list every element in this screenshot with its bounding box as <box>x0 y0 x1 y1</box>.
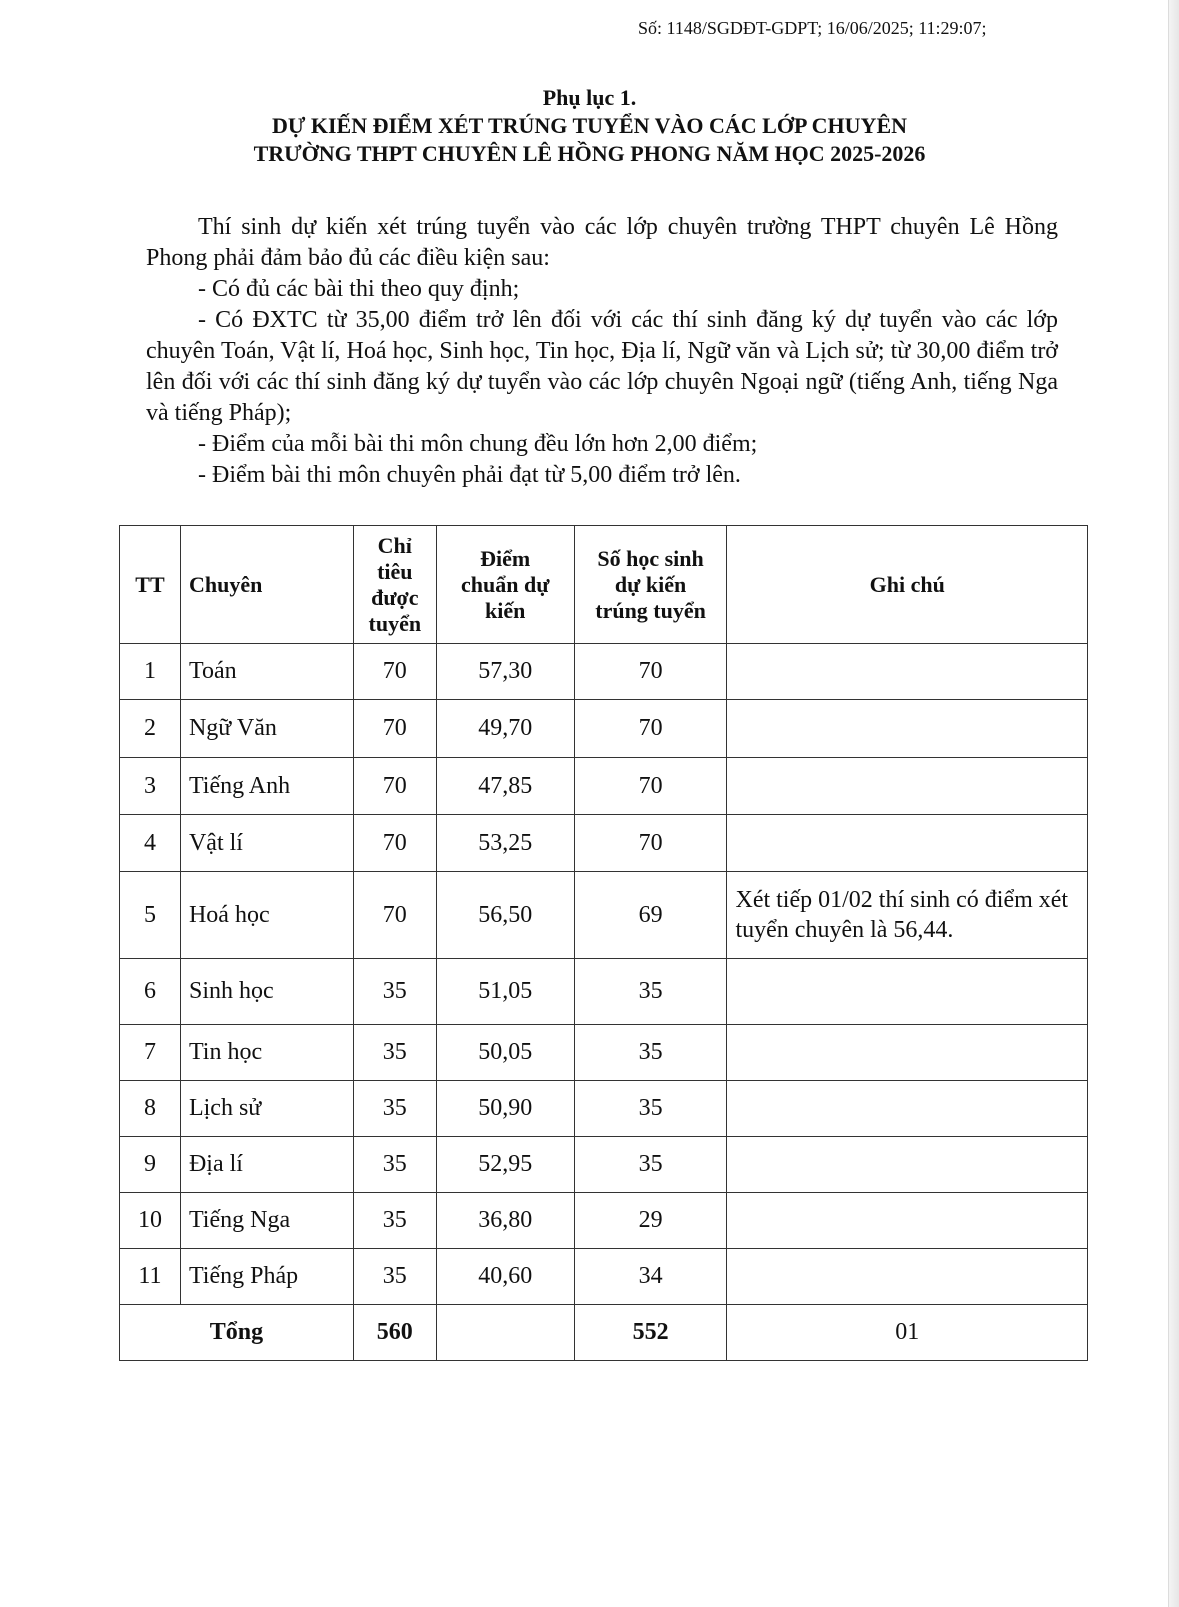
cell-chuyen: Lịch sử <box>180 1081 353 1137</box>
cell-tt: 8 <box>120 1081 181 1137</box>
cell-chuyen: Tin học <box>180 1025 353 1081</box>
cell-tt: 1 <box>120 644 181 700</box>
header-text: trúng tuyển <box>595 597 706 623</box>
total-label: Tổng <box>120 1305 354 1361</box>
total-so-hs: 552 <box>574 1305 727 1361</box>
cell-chuyen: Toán <box>180 644 353 700</box>
cell-chi-tieu: 35 <box>353 1137 436 1193</box>
cell-diem: 50,05 <box>436 1025 574 1081</box>
cell-diem: 50,90 <box>436 1081 574 1137</box>
header-diem-chuan <box>436 526 574 644</box>
header-text: tiêu <box>377 558 413 584</box>
cell-ghi-chu <box>727 758 1088 815</box>
cell-so-hs: 35 <box>574 1137 727 1193</box>
cell-so-hs: 70 <box>574 815 727 872</box>
table-row <box>120 644 1088 700</box>
table-row <box>120 959 1088 1025</box>
header-text: Chỉ <box>377 532 412 558</box>
cell-so-hs: 35 <box>574 1025 727 1081</box>
cell-diem: 49,70 <box>436 700 574 758</box>
cell-ghi-chu <box>727 700 1088 758</box>
cell-ghi-chu <box>727 1025 1088 1081</box>
cell-ghi-chu <box>727 1137 1088 1193</box>
cell-so-hs: 70 <box>574 758 727 815</box>
cell-chuyen: Tiếng Pháp <box>180 1249 353 1305</box>
appendix-title: Phụ lục 1. <box>542 85 637 110</box>
header-text: được <box>371 584 419 610</box>
cell-chuyen: Vật lí <box>180 815 353 872</box>
condition-item: - Điểm bài thi môn chuyên phải đạt từ 5,00 điểm trở lên. <box>198 462 741 488</box>
intro-section <box>146 212 1058 491</box>
cell-tt: 11 <box>120 1249 181 1305</box>
cell-chuyen: Sinh học <box>180 959 353 1025</box>
cell-diem: 56,50 <box>436 872 574 959</box>
cell-chi-tieu: 35 <box>353 1249 436 1305</box>
header-text: chuẩn dự <box>461 571 550 597</box>
cell-ghi-chu <box>727 815 1088 872</box>
table-row <box>120 815 1088 872</box>
cell-ghi-chu <box>727 1081 1088 1137</box>
cell-chi-tieu: 70 <box>353 700 436 758</box>
cell-chi-tieu: 35 <box>353 1193 436 1249</box>
cell-tt: 7 <box>120 1025 181 1081</box>
header-chuyen: Chuyên <box>180 526 353 644</box>
cell-diem: 53,25 <box>436 815 574 872</box>
cell-ghi-chu <box>727 1249 1088 1305</box>
cell-tt: 4 <box>120 815 181 872</box>
cell-chuyen: Địa lí <box>180 1137 353 1193</box>
cell-so-hs: 34 <box>574 1249 727 1305</box>
table-row <box>120 1081 1088 1137</box>
cell-chi-tieu: 70 <box>353 872 436 959</box>
header-text: dự kiến <box>614 571 687 597</box>
heading-line-2: DỰ KIẾN ĐIỂM XÉT TRÚNG TUYỂN VÀO CÁC LỚP CHUYÊN <box>271 113 908 138</box>
document-heading <box>0 84 1179 168</box>
cell-chi-tieu: 70 <box>353 758 436 815</box>
intro-paragraph: Thí sinh dự kiến xét trúng tuyển vào các lớp chuyên trường THPT chuyên Lê Hồng Phong phải đảm bảo đủ các điều kiện sau: <box>146 214 1058 271</box>
cell-chuyen: Ngữ Văn <box>180 700 353 758</box>
cell-diem: 36,80 <box>436 1193 574 1249</box>
page-edge-shadow <box>1168 0 1179 1607</box>
header-text: Điểm <box>480 545 531 571</box>
table-row <box>120 1193 1088 1249</box>
cell-so-hs: 69 <box>574 872 727 959</box>
cell-so-hs: 70 <box>574 644 727 700</box>
cell-tt: 5 <box>120 872 181 959</box>
cell-tt: 2 <box>120 700 181 758</box>
cell-chi-tieu: 35 <box>353 1081 436 1137</box>
cell-chuyen: Hoá học <box>180 872 353 959</box>
header-chi-tieu <box>353 526 436 644</box>
header-so-hoc-sinh <box>574 526 727 644</box>
cell-ghi-chu <box>727 959 1088 1025</box>
condition-item: - Có ĐXTC từ 35,00 điểm trở lên đối với các thí sinh đăng ký dự tuyển vào các lớp chuyên Toán, Vật lí, Hoá học, Sinh học, Tin học, Địa lí, Ngữ văn và Lịch sử; từ 30,00 điểm trở lên đối với các thí sinh đăng ký dự tuyển vào các lớp chuyên Ngoại ngữ (tiếng Anh, tiếng Nga và tiếng Pháp); <box>146 307 1058 426</box>
header-text: Số học sinh <box>597 545 704 571</box>
cell-diem: 51,05 <box>436 959 574 1025</box>
header-text: kiến <box>485 597 526 623</box>
cell-ghi-chu <box>727 644 1088 700</box>
cell-diem: 52,95 <box>436 1137 574 1193</box>
cell-diem: 40,60 <box>436 1249 574 1305</box>
cell-diem: 57,30 <box>436 644 574 700</box>
header-tt: TT <box>120 526 181 644</box>
cell-tt: 9 <box>120 1137 181 1193</box>
heading-line-3: TRƯỜNG THPT CHUYÊN LÊ HỒNG PHONG NĂM HỌC 2025-2026 <box>253 141 926 166</box>
table-row <box>120 1137 1088 1193</box>
total-ghi-chu: 01 <box>727 1305 1088 1361</box>
cell-diem: 47,85 <box>436 758 574 815</box>
table-row <box>120 758 1088 815</box>
cell-so-hs: 29 <box>574 1193 727 1249</box>
cell-so-hs: 35 <box>574 1081 727 1137</box>
cell-ghi-chu: Xét tiếp 01/02 thí sinh có điểm xét tuyển chuyên là 56,44. <box>727 872 1088 959</box>
cell-chi-tieu: 70 <box>353 815 436 872</box>
condition-item: - Có đủ các bài thi theo quy định; <box>198 276 520 302</box>
total-diem <box>436 1305 574 1361</box>
table-total-row <box>120 1305 1088 1361</box>
cell-chi-tieu: 35 <box>353 959 436 1025</box>
cell-chi-tieu: 70 <box>353 644 436 700</box>
cell-so-hs: 35 <box>574 959 727 1025</box>
condition-item: - Điểm của mỗi bài thi môn chung đều lớn hơn 2,00 điểm; <box>198 431 758 457</box>
table-row <box>120 1249 1088 1305</box>
cell-tt: 10 <box>120 1193 181 1249</box>
document-number: Số: 1148/SGDĐT-GDPT; 16/06/2025; 11:29:07; <box>638 18 987 38</box>
cell-chuyen: Tiếng Anh <box>180 758 353 815</box>
cell-ghi-chu <box>727 1193 1088 1249</box>
cell-tt: 6 <box>120 959 181 1025</box>
admission-table <box>119 525 1088 1361</box>
header-text: tuyển <box>368 610 422 636</box>
table-row <box>120 872 1088 959</box>
table-row <box>120 700 1088 758</box>
table-row <box>120 1025 1088 1081</box>
total-chi-tieu: 560 <box>353 1305 436 1361</box>
cell-chuyen: Tiếng Nga <box>180 1193 353 1249</box>
table-header-row <box>120 526 1088 644</box>
header-ghi-chu: Ghi chú <box>727 526 1088 644</box>
cell-so-hs: 70 <box>574 700 727 758</box>
cell-tt: 3 <box>120 758 181 815</box>
cell-chi-tieu: 35 <box>353 1025 436 1081</box>
